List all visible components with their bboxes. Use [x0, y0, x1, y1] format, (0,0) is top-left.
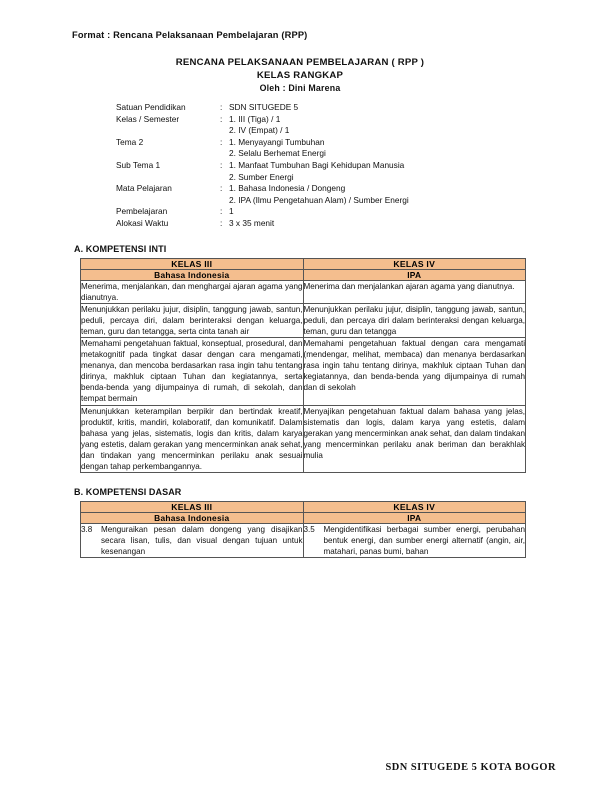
- metadata-block: [116, 102, 528, 230]
- header-subject-ipa: IPA: [303, 513, 526, 524]
- title-author: Oleh : Dini Marena: [259, 83, 341, 93]
- kd-code-left: 3.8: [81, 525, 93, 535]
- kd-cell-left: [81, 524, 304, 558]
- meta-value: SDN SITUGEDE 5: [229, 102, 299, 112]
- kd-cell-right: [303, 524, 526, 558]
- meta-row-alokasi-waktu: [116, 218, 528, 230]
- ki-cell-left: Memahami pengetahuan faktual, konseptual, prosedural, dan metakognitif pada tingkat dasar dengan cara mengamati, menanya, dan mencoba berdasarkan rasa ingin tahu tentang dirinya, makhluk ciptaan Tuhan dan kegiatannya, serta benda-benda yang dijumpainya di rumah, di sekolah, dan tempat bermain: [81, 339, 303, 404]
- table-header-row-class: [81, 258, 526, 269]
- meta-colon: :: [220, 206, 223, 217]
- kd-code-right: 3.5: [303, 525, 315, 535]
- meta-row-kelas-semester: [116, 114, 528, 137]
- meta-value: 1. Menyayangi Tumbuhan: [229, 136, 325, 147]
- ki-cell-left: Menunjukkan keterampilan berpikir dan bertindak kreatif, produktif, kritis, mandiri, kolaboratif, dan komunikatif. Dalam bahasa yang jelas, sistematis, logis dan kritis, dalam karya yang estetis, dalam gerakan yang mencerminkan anak sehat, dan tindakan yang mencerminkan perilaku anak sesuai dengan tahap perkembangannya.: [81, 406, 303, 472]
- ki-cell-right: Menyajikan pengetahuan faktual dalam bahasa yang jelas, sistematis dan logis, dalam karya yang estetis, dalam gerakan yang mencerminkan anak sehat, dan dalam tindakan yang mencerminkan perilaku anak beriman dan berakhlak mulia: [303, 405, 526, 473]
- meta-label: Tema 2: [116, 136, 144, 147]
- meta-values: [229, 102, 528, 114]
- format-line: Format : Rencana Pelaksanaan Pembelajaran (RPP): [72, 30, 308, 40]
- header-kelas-4: KELAS IV: [303, 502, 526, 513]
- ki-cell-left: Menunjukkan perilaku jujur, disiplin, tanggung jawab, santun, peduli, percaya diri, dalam berinteraksi dengan keluarga, teman, guru dan tetangga, serta cinta tanah air: [81, 304, 303, 336]
- meta-row-satuan-pendidikan: [116, 102, 528, 114]
- title-line-1: RENCANA PELAKSANAAN PEMBELAJARAN ( RPP ): [175, 57, 425, 68]
- table-row: [81, 303, 526, 337]
- ki-cell-right: Menerima dan menjalankan ajaran agama yang dianutnya.: [303, 280, 526, 303]
- section-heading-kompetensi-dasar: B. KOMPETENSI DASAR: [74, 487, 182, 498]
- meta-values: [229, 218, 528, 230]
- meta-value: 2. IV (Empat) / 1: [229, 125, 290, 136]
- meta-value: 2. Selalu Berhemat Energi: [229, 148, 326, 159]
- meta-colon: :: [220, 102, 223, 112]
- meta-label: Pembelajaran: [116, 206, 168, 217]
- meta-label: Kelas / Semester: [116, 113, 180, 124]
- header-kelas-4: KELAS IV: [303, 258, 526, 269]
- meta-values: [229, 183, 528, 206]
- ki-cell-left: Menerima, menjalankan, dan menghargai ajaran agama yang dianutnya.: [81, 281, 303, 302]
- ki-cell-right: Memahami pengetahuan faktual dengan cara mengamati (mendengar, melihat, membaca) dan menanya berdasarkan rasa ingin tahu tentang dirinya, makhluk ciptaan Tuhan dan kegiatannya, dan benda-benda yang dijumpainya di rumah dan di sekolah: [303, 338, 526, 406]
- table-row: [81, 524, 526, 558]
- meta-label: Alokasi Waktu: [116, 217, 169, 228]
- meta-row-tema: [116, 137, 528, 160]
- header-subject-ipa: IPA: [303, 269, 526, 280]
- title-line-2: KELAS RANGKAP: [256, 70, 344, 81]
- meta-value: 2. Sumber Energi: [229, 171, 294, 182]
- table-header-row-subject: [81, 513, 526, 524]
- meta-colon: :: [220, 159, 223, 170]
- kompetensi-inti-table: [80, 258, 526, 474]
- kd-text-right: Mengidentifikasi berbagai sumber energi, perubahan bentuk energi, dan sumber energi alternatif (angin, air, matahari, panas bumi, bahan: [323, 525, 525, 557]
- meta-value: 1. Manfaat Tumbuhan Bagi Kehidupan Manusia: [229, 159, 405, 170]
- meta-label: Satuan Pendidikan: [116, 102, 186, 112]
- ki-cell-right: Menunjukkan perilaku jujur, disiplin, tanggung jawab, santun, peduli, dan percaya diri dalam berinteraksi dengan keluarga, teman, guru dan tetangga: [303, 304, 525, 336]
- header-kelas-3: KELAS III: [81, 502, 304, 513]
- table-header-row-class: [81, 502, 526, 513]
- meta-values: [229, 114, 528, 137]
- meta-values: [229, 206, 528, 218]
- kompetensi-dasar-table-clip: [72, 501, 528, 585]
- table-row: [81, 280, 526, 303]
- meta-colon: :: [220, 113, 223, 124]
- table-header-row-subject: [81, 269, 526, 280]
- document-title-block: [72, 56, 528, 95]
- table-row: [81, 405, 526, 473]
- meta-values: [229, 137, 528, 160]
- meta-colon: :: [220, 136, 223, 147]
- meta-values: [229, 160, 528, 183]
- meta-value: 3 x 35 menit: [229, 217, 275, 228]
- kompetensi-dasar-table: [80, 501, 526, 558]
- meta-label: Mata Pelajaran: [116, 183, 172, 194]
- meta-row-mata-pelajaran: [116, 183, 528, 206]
- page-footer: SDN SITUGEDE 5 KOTA BOGOR: [385, 762, 556, 773]
- meta-value: 1. Bahasa Indonesia / Dongeng: [229, 183, 346, 194]
- section-heading-kompetensi-inti: A. KOMPETENSI INTI: [74, 243, 167, 254]
- header-kelas-3: KELAS III: [81, 258, 304, 269]
- meta-colon: :: [220, 217, 223, 228]
- meta-value: 1. III (Tiga) / 1: [229, 113, 281, 124]
- meta-colon: :: [220, 183, 223, 194]
- header-subject-bahasa-indonesia: Bahasa Indonesia: [81, 269, 304, 280]
- table-row: [81, 338, 526, 406]
- meta-row-sub-tema: [116, 160, 528, 183]
- kd-text-left: Menguraikan pesan dalam dongeng yang disajikan secara lisan, tulis, dan visual dengan tujuan untuk kesenangan: [101, 525, 303, 557]
- header-subject-bahasa-indonesia: Bahasa Indonesia: [81, 513, 304, 524]
- meta-row-pembelajaran: [116, 206, 528, 218]
- meta-value: 1: [229, 206, 234, 217]
- meta-label: Sub Tema 1: [116, 159, 161, 170]
- meta-value: 2. IPA (Ilmu Pengetahuan Alam) / Sumber Energi: [229, 194, 409, 205]
